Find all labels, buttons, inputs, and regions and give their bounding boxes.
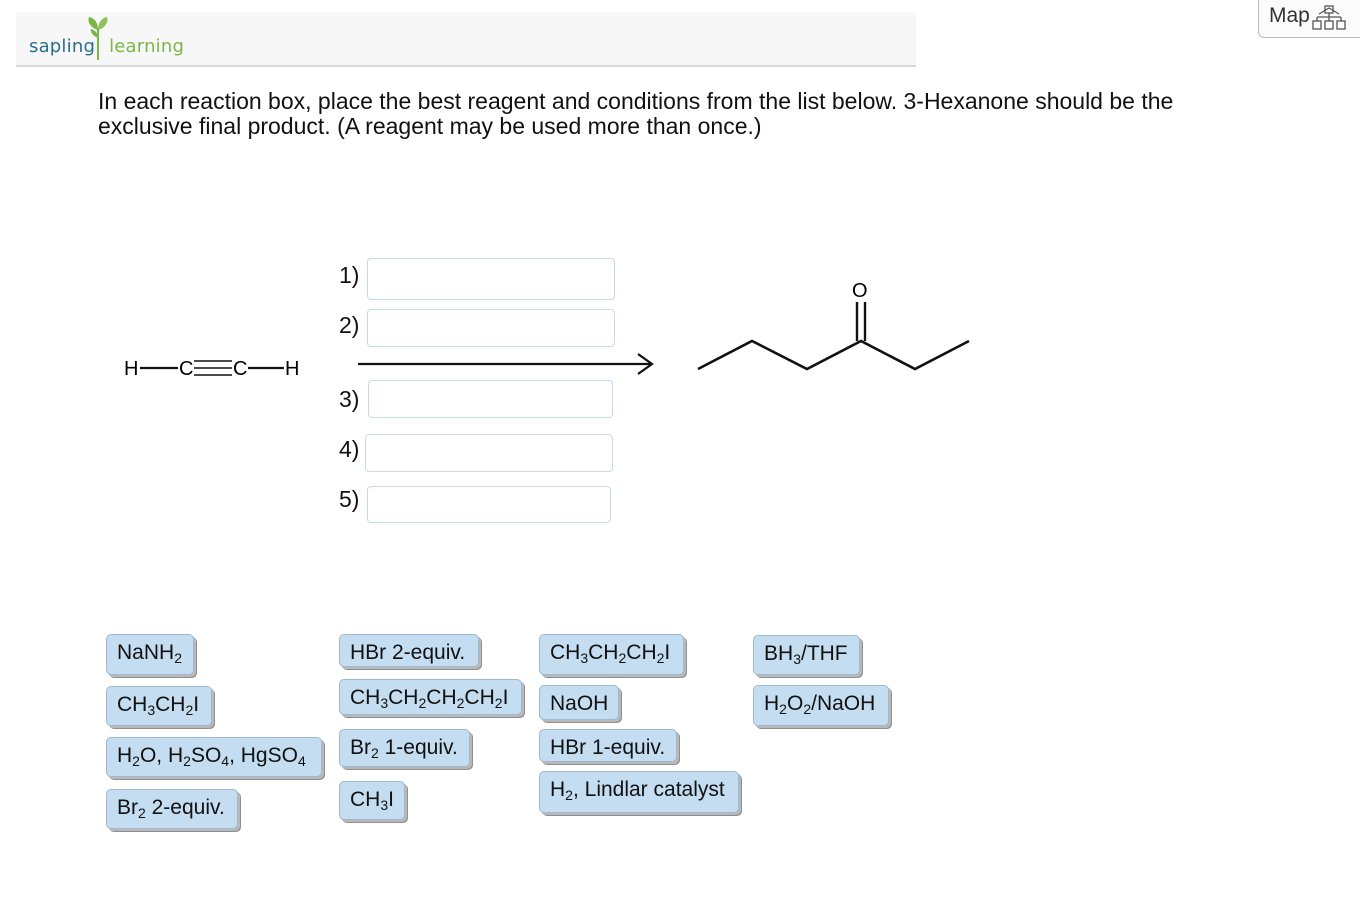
formula-text: I xyxy=(388,788,394,811)
reaction-arrow xyxy=(356,350,658,378)
drop-box-step-3[interactable] xyxy=(368,380,613,418)
formula-text: CH xyxy=(588,641,619,664)
atom-h-right: H xyxy=(285,358,300,380)
formula-text: NaOH xyxy=(550,692,609,715)
formula-text: NaNH xyxy=(117,641,175,664)
atom-c-right: C xyxy=(233,358,248,380)
formula-text: CH xyxy=(155,693,186,716)
formula-text: , Lindlar catalyst xyxy=(572,778,725,801)
instructions-line-2: exclusive final product. (A reagent may be used more than once.) xyxy=(98,113,762,139)
formula-text: H xyxy=(764,692,780,715)
atom-h-left: H xyxy=(124,358,139,380)
map-label: Map xyxy=(1269,4,1310,27)
formula-text: H xyxy=(550,778,566,801)
sapling-learning-logo xyxy=(29,36,184,57)
step-label-5: 5) xyxy=(339,486,360,512)
formula-text: CH xyxy=(117,693,148,716)
drop-box-step-5[interactable] xyxy=(367,486,611,523)
map-icon xyxy=(1311,4,1347,32)
formula-text: CH xyxy=(426,686,457,709)
formula-subscript: 2 xyxy=(656,650,665,666)
reagent-tile-naoh[interactable] xyxy=(539,685,619,720)
formula-text: Br xyxy=(117,796,138,819)
formula-subscript: 2 xyxy=(185,702,194,718)
map-button[interactable] xyxy=(1258,0,1360,38)
drop-box-step-2[interactable] xyxy=(367,309,615,347)
reagent-tile-propyl-iodide[interactable] xyxy=(539,634,684,675)
reagent-tile-bh3-thf[interactable] xyxy=(753,635,860,675)
formula-text: H xyxy=(117,744,133,767)
formula-text: I xyxy=(664,641,671,664)
question-instructions xyxy=(98,89,1298,139)
reagent-tile-h2o2-naoh[interactable] xyxy=(753,685,889,726)
reagent-tile-hgso4[interactable] xyxy=(106,737,322,777)
step-label-1: 1) xyxy=(339,262,360,288)
step-label-3: 3) xyxy=(339,386,360,412)
formula-text: HBr 1-equiv. xyxy=(550,736,666,759)
instructions-line-1: In each reaction box, place the best reagent and conditions from the list below. 3-Hexanone should be the xyxy=(98,88,1174,114)
formula-text: , HgSO xyxy=(229,744,298,767)
formula-subscript: 2 xyxy=(174,650,182,666)
formula-text: SO xyxy=(190,744,222,767)
formula-subscript: 3 xyxy=(380,797,389,813)
formula-subscript: 2 xyxy=(618,650,627,666)
atom-oxygen: O xyxy=(852,280,868,302)
formula-subscript: 2 xyxy=(779,701,787,717)
formula-text: /NaOH xyxy=(811,692,876,715)
reagent-tile-lindlar[interactable] xyxy=(539,771,739,813)
formula-text: 2-equiv. xyxy=(145,796,225,819)
formula-subscript: 3 xyxy=(147,702,156,718)
formula-subscript: 4 xyxy=(221,753,230,769)
reagent-tile-nanh2[interactable] xyxy=(106,634,194,675)
formula-subscript: 2 xyxy=(371,745,379,761)
formula-text: O xyxy=(786,692,804,715)
formula-text: CH xyxy=(350,788,381,811)
formula-text: /THF xyxy=(800,642,848,665)
formula-text: Br xyxy=(350,736,371,759)
formula-subscript: 3 xyxy=(380,695,389,711)
formula-subscript: 2 xyxy=(132,753,140,769)
formula-text: BH xyxy=(764,642,794,665)
formula-text: 1-equiv. xyxy=(378,736,458,759)
formula-text: O, H xyxy=(139,744,184,767)
step-label-4: 4) xyxy=(339,436,360,462)
formula-subscript: 2 xyxy=(456,695,465,711)
formula-text: I xyxy=(193,693,200,716)
reagent-tile-hbr-1equiv[interactable] xyxy=(539,729,677,762)
step-label-2: 2) xyxy=(339,312,360,338)
drop-box-step-4[interactable] xyxy=(365,434,613,472)
drop-box-step-1[interactable] xyxy=(367,258,615,300)
logo-text-sapling: sapling xyxy=(29,36,96,57)
reagent-tile-ch3ch2i[interactable] xyxy=(106,686,212,726)
formula-subscript: 2 xyxy=(418,695,427,711)
formula-subscript: 2 xyxy=(183,753,191,769)
formula-text: I xyxy=(502,686,509,709)
formula-subscript: 4 xyxy=(297,753,306,769)
formula-subscript: 2 xyxy=(565,787,573,803)
reagent-tile-hbr-2equiv[interactable] xyxy=(339,634,479,667)
formula-subscript: 2 xyxy=(803,701,812,717)
formula-subscript: 2 xyxy=(138,805,146,821)
reagent-tile-br2-2equiv[interactable] xyxy=(106,789,238,829)
hexanone-structure xyxy=(690,278,980,378)
reagent-tile-butyl-iodide[interactable] xyxy=(339,679,522,715)
formula-text: CH xyxy=(388,686,419,709)
formula-subscript: 3 xyxy=(580,650,589,666)
reagent-tile-br2-1equiv[interactable] xyxy=(339,729,470,767)
formula-text: HBr 2-equiv. xyxy=(350,641,466,664)
atom-c-left: C xyxy=(179,358,194,380)
formula-subscript: 3 xyxy=(793,651,801,667)
reagent-tile-ch3i[interactable] xyxy=(339,781,405,820)
formula-subscript: 2 xyxy=(494,695,503,711)
formula-text: CH xyxy=(350,686,381,709)
logo-text-learning: learning xyxy=(109,36,185,57)
acetylene-structure xyxy=(118,350,318,386)
formula-text: CH xyxy=(464,686,495,709)
formula-text: CH xyxy=(626,641,657,664)
formula-text: CH xyxy=(550,641,581,664)
